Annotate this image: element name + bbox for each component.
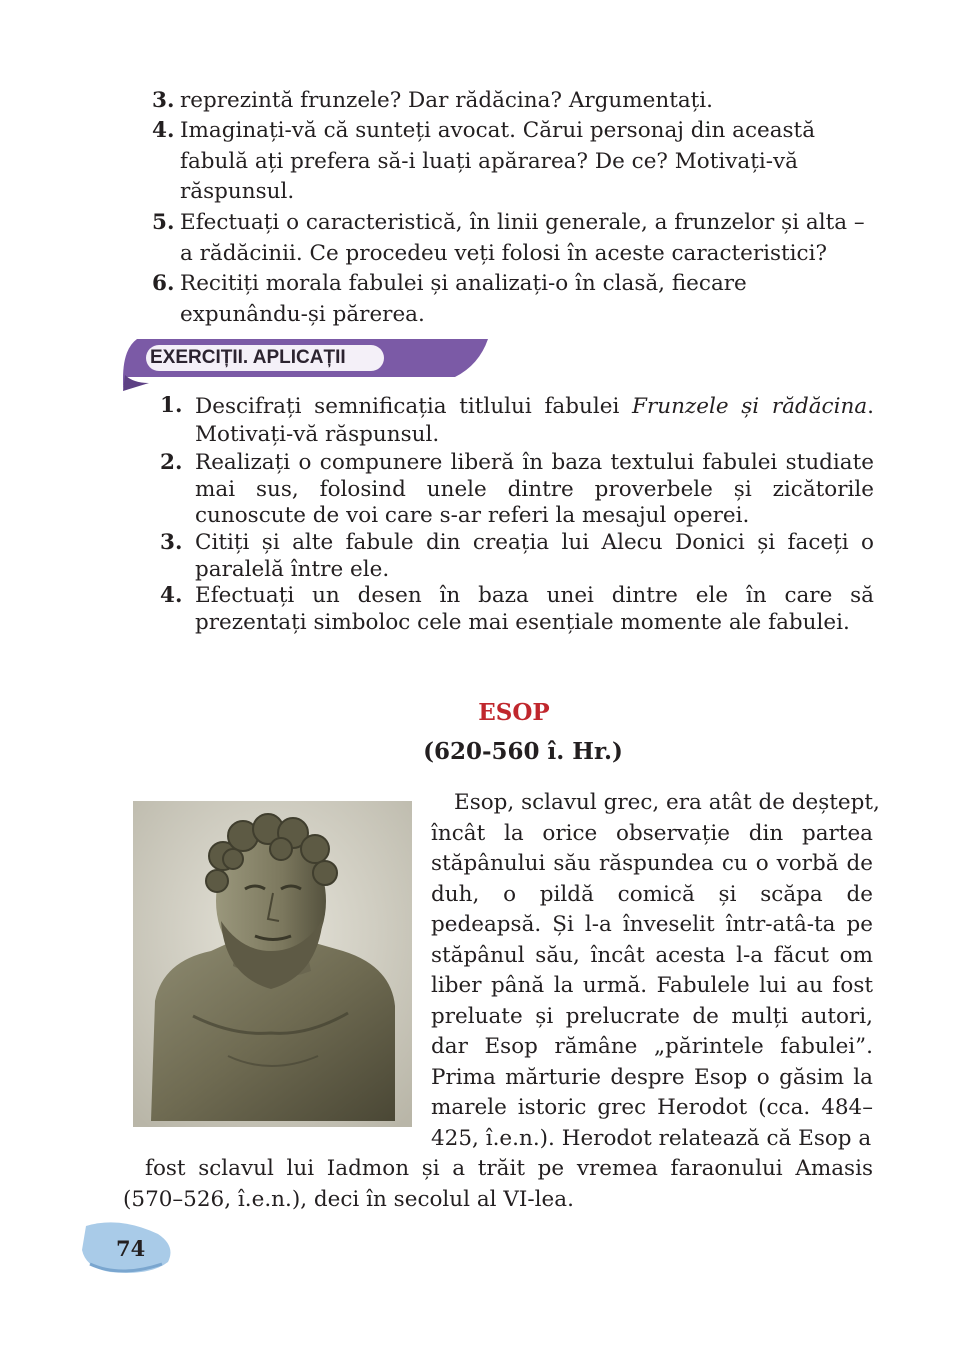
bio-line: încât la orice observație din partea: [431, 820, 873, 846]
bio-line: 425, î.e.n.). Herodot relatează că Esop a: [431, 1125, 872, 1151]
section-heading: EXERCIȚII. APLICAȚII: [146, 345, 384, 371]
author-name: ESOP: [478, 699, 550, 726]
question-text-line: expunându-și părerea.: [180, 301, 425, 327]
exercise-2: [160, 450, 874, 530]
question-3: [152, 86, 874, 117]
exercise-text-line: Realizați o compunere liberă în baza textului fabulei studiate: [195, 450, 874, 475]
page-number: 74: [116, 1236, 146, 1261]
exercise-text-line: [195, 393, 874, 421]
exercise-3: [160, 530, 874, 584]
exercise-number: 3.: [160, 530, 183, 555]
question-4: [152, 116, 874, 208]
exercise-text: Descifrați semnificația titlului fabulei: [195, 394, 620, 419]
exercise-number: 1.: [160, 393, 183, 418]
bio-line: stăpânul său, încât acesta l-a făcut om: [431, 942, 873, 968]
aesop-bust-image: [133, 801, 412, 1127]
exercise-text-line: mai sus, folosind unele dintre proverbele și zicătorile: [195, 476, 874, 502]
bio-line: (570–526, î.e.n.), deci în secolul al VI-lea.: [123, 1186, 574, 1212]
bio-line: marele istoric grec Herodot (cca. 484–: [431, 1095, 873, 1120]
bio-line: dar Esop rămâne „părintele fabulei”.: [431, 1034, 873, 1059]
exercise-text-line: Citiți și alte fabule din creația lui Alecu Donici și faceți o: [195, 530, 874, 555]
question-text-line: răspunsul.: [180, 179, 295, 204]
question-number: 5.: [152, 210, 175, 235]
exercise-number: 2.: [160, 450, 183, 475]
question-number: 4.: [152, 118, 175, 143]
bio-line: liber până la urmă. Fabulele lui au fost: [431, 973, 873, 998]
bio-line: stăpânului său răspundea cu o vorbă de: [431, 851, 873, 876]
bust-illustration: [133, 801, 412, 1127]
fable-title: Frunzele și rădăcina: [632, 394, 868, 419]
exercise-punctuation: .: [867, 394, 874, 419]
exercise-1: [160, 393, 874, 449]
question-6: [152, 269, 874, 330]
question-5: [152, 208, 874, 269]
question-text-line: Imaginați-vă că sunteți avocat. Cărui personaj din această: [180, 118, 816, 143]
exercise-text-line: paralelă între ele.: [195, 556, 390, 582]
question-number: 3.: [152, 88, 175, 113]
author-dates: (620-560 î. Hr.): [423, 738, 623, 765]
question-text-line: a rădăcinii. Ce procedeu veți folosi în aceste caracteristici?: [180, 240, 828, 266]
bio-line: Prima mărturie despre Esop o găsim la: [431, 1064, 873, 1090]
exercise-text-line: cunoscute de voi care s-ar referi la mesajul operei.: [195, 503, 750, 528]
bio-line: duh, o pildă comică și scăpa de: [431, 881, 873, 907]
bio-line: fost sclavul lui Iadmon și a trăit pe vremea faraonului Amasis: [145, 1156, 873, 1181]
exercise-4: [160, 583, 874, 637]
bio-line: pedeapsă. Și l-a înveselit într-atâ-ta pe: [431, 912, 873, 937]
bio-line: preluate și prelucrate de mulți autori,: [431, 1003, 873, 1029]
exercise-number: 4.: [160, 583, 183, 608]
bio-line: Esop, sclavul grec, era atât de deștept,: [454, 790, 880, 815]
question-text-line: Efectuați o caracteristică, în linii generale, a frunzelor și alta –: [180, 210, 865, 235]
question-text-line: fabulă ați prefera să-i luați apărarea? De ce? Motivați-vă: [180, 148, 798, 174]
exercise-text-line: prezentați simboloc cele mai esențiale momente ale fabulei.: [195, 609, 850, 635]
question-text-line: Recitiți morala fabulei și analizați-o în clasă, fiecare: [180, 271, 747, 296]
exercise-text-line: Motivați-vă răspunsul.: [195, 422, 440, 447]
question-text: reprezintă frunzele? Dar rădăcina? Argumentați.: [180, 88, 714, 113]
exercise-text-line: Efectuați un desen în baza unei dintre ele în care să: [195, 583, 874, 608]
question-number: 6.: [152, 271, 175, 296]
